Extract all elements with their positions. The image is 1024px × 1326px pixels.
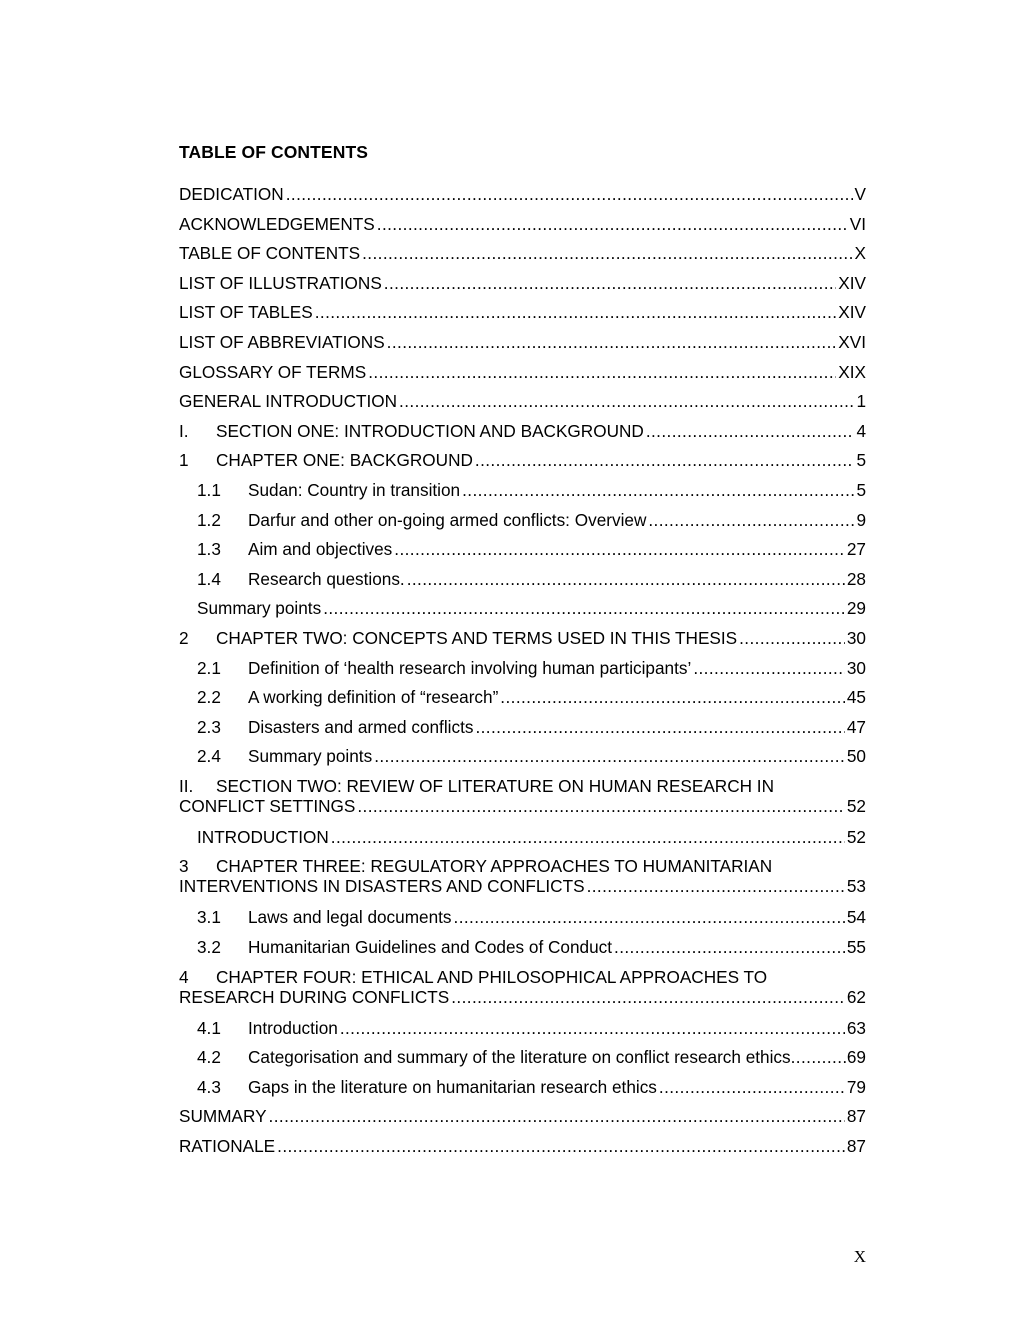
toc-entry-label: CHAPTER THREE: REGULATORY APPROACHES TO HUMANITARIAN: [216, 856, 773, 877]
toc-entry-page: 4: [856, 420, 866, 441]
toc-entry-label: A working definition of “research”: [248, 687, 499, 708]
toc-entry-label: LIST OF ABBREVIATIONS: [179, 331, 385, 352]
toc-entry-label: Summary points: [248, 746, 373, 767]
toc-entry-label: Laws and legal documents: [248, 907, 452, 928]
toc-entry-number: 4.1: [197, 1017, 221, 1038]
toc-entry-label: GENERAL INTRODUCTION: [179, 391, 398, 412]
toc-entry-glossary[interactable]: [179, 362, 866, 392]
toc-entry-3-1[interactable]: [179, 907, 866, 937]
toc-entry-page: 5: [856, 479, 866, 500]
toc-entry-4-1[interactable]: [179, 1018, 866, 1048]
toc-entry-1-1[interactable]: [179, 480, 866, 510]
toc-entry-label-continued: CONFLICT SETTINGS: [179, 795, 356, 816]
toc-entry-page: 87: [846, 1106, 866, 1127]
dot-leader: [475, 450, 855, 470]
toc-entry-page: 52: [846, 795, 866, 816]
toc-entry-chapter-three[interactable]: [179, 856, 866, 907]
dot-leader: [454, 907, 845, 927]
toc-entry-page: 54: [846, 907, 866, 928]
toc-entry-page: V: [854, 184, 866, 204]
toc-entry-summary[interactable]: [179, 1106, 866, 1136]
toc-list: [179, 184, 866, 1166]
toc-entry-page: 1: [856, 391, 866, 412]
toc-entry-number: 2.3: [197, 716, 221, 737]
toc-entry-introduction[interactable]: [179, 827, 866, 857]
toc-entry-label: CHAPTER ONE: BACKGROUND: [216, 450, 473, 471]
toc-entry-3-2[interactable]: [179, 937, 866, 967]
toc-entry-label: GLOSSARY OF TERMS: [179, 361, 367, 382]
toc-entry-label: Summary points: [197, 598, 322, 619]
toc-entry-number: 1: [179, 450, 189, 471]
toc-entry-page: 27: [846, 539, 866, 560]
toc-entry-label-continued: RESEARCH DURING CONFLICTS: [179, 986, 450, 1007]
toc-entry-label: SUMMARY: [179, 1106, 267, 1127]
dot-leader: [693, 658, 845, 678]
toc-entry-1-3[interactable]: [179, 539, 866, 569]
toc-entry-1-4[interactable]: [179, 569, 866, 599]
toc-entry-chapter-four[interactable]: [179, 967, 866, 1018]
toc-entry-label: Sudan: Country in transition: [248, 479, 461, 500]
toc-entry-section-two[interactable]: [179, 776, 866, 827]
dot-leader: [277, 1136, 845, 1156]
toc-entry-1-2[interactable]: [179, 510, 866, 540]
toc-entry-2-3[interactable]: [179, 717, 866, 747]
toc-entry-number: 3.1: [197, 907, 221, 928]
toc-entry-2-2[interactable]: [179, 687, 866, 717]
toc-entry-chapter-two[interactable]: [179, 628, 866, 658]
toc-entry-page: 79: [846, 1076, 866, 1097]
toc-entry-page: 87: [846, 1136, 866, 1157]
dot-leader: [462, 480, 854, 500]
dot-leader: [614, 937, 845, 957]
toc-entry-page: 29: [846, 598, 866, 619]
toc-entry-list-of-illustrations[interactable]: [179, 273, 866, 303]
toc-entry-label: Research questions.: [248, 568, 405, 589]
toc-entry-page: 63: [846, 1017, 866, 1038]
toc-entry-page: 50: [846, 746, 866, 767]
dot-leader: [791, 1047, 847, 1067]
dot-leader: [646, 421, 855, 441]
dot-leader: [659, 1077, 845, 1097]
toc-entry-label: Introduction: [248, 1017, 338, 1038]
dot-leader: [739, 628, 845, 648]
dot-leader: [500, 687, 845, 707]
toc-entry-label: INTRODUCTION: [197, 826, 329, 847]
toc-entry-number: 2.4: [197, 746, 221, 767]
dot-leader: [374, 746, 845, 766]
toc-entry-number: 2.2: [197, 687, 221, 708]
dot-leader: [377, 214, 848, 234]
toc-entry-number: 2.1: [197, 657, 221, 678]
dot-leader: [362, 243, 852, 263]
toc-entry-page: 5: [856, 450, 866, 471]
dot-leader: [269, 1106, 845, 1126]
toc-entry-page: 69: [846, 1047, 866, 1068]
toc-entry-page: 52: [846, 826, 866, 847]
dot-leader: [323, 598, 845, 618]
toc-entry-label: CHAPTER TWO: CONCEPTS AND TERMS USED IN THIS THESIS: [216, 627, 738, 648]
dot-leader: [368, 362, 836, 382]
dot-leader: [315, 302, 837, 322]
toc-entry-chapter-one[interactable]: [179, 450, 866, 480]
toc-entry-label: Categorisation and summary of the literature on conflict research ethics: [248, 1047, 791, 1068]
toc-entry-label: Disasters and armed conflicts: [248, 716, 474, 737]
toc-entry-page: 28: [846, 568, 866, 589]
toc-entry-page: 55: [846, 937, 866, 958]
dot-leader: [286, 184, 853, 204]
dot-leader: [357, 796, 845, 816]
toc-entry-label: Definition of ‘health research involving human participants’: [248, 657, 692, 678]
toc-entry-number: 3.2: [197, 937, 221, 958]
toc-entry-page: 30: [846, 627, 866, 648]
toc-entry-page: 53: [846, 876, 866, 897]
toc-entry-acknowledgements[interactable]: [179, 214, 866, 244]
toc-entry-rationale[interactable]: [179, 1136, 866, 1166]
toc-entry-number: 1.4: [197, 568, 221, 589]
dot-leader: [384, 273, 837, 293]
toc-entry-4-3[interactable]: [179, 1077, 866, 1107]
toc-entry-section-one[interactable]: [179, 421, 866, 451]
toc-entry-label-continued: INTERVENTIONS IN DISASTERS AND CONFLICTS: [179, 876, 585, 897]
toc-entry-page: X: [854, 243, 866, 264]
toc-entry-page: 62: [846, 986, 866, 1007]
toc-entry-number: 2: [179, 627, 189, 648]
toc-entry-page: XIV: [838, 302, 866, 323]
toc-entry-4-2[interactable]: [179, 1047, 866, 1077]
toc-entry-page: XIV: [838, 272, 866, 293]
toc-entry-label: TABLE OF CONTENTS: [179, 243, 361, 264]
toc-entry-label: DEDICATION: [179, 184, 284, 204]
toc-entry-number: 4.3: [197, 1076, 221, 1097]
toc-entry-number: 4: [179, 966, 189, 987]
page-title: TABLE OF CONTENTS: [179, 142, 369, 162]
dot-leader: [648, 510, 854, 530]
page-number: X: [853, 1247, 866, 1266]
toc-entry-page: XVI: [838, 331, 866, 352]
toc-entry-list-of-abbreviations[interactable]: [179, 332, 866, 362]
toc-entry-label: LIST OF ILLUSTRATIONS: [179, 272, 382, 293]
dot-leader: [407, 569, 845, 589]
toc-entry-number: II.: [179, 775, 194, 796]
toc-entry-label: LIST OF TABLES: [179, 302, 313, 323]
toc-entry-number: 1.1: [197, 479, 221, 500]
dot-leader: [587, 876, 845, 896]
toc-entry-label: RATIONALE: [179, 1136, 276, 1157]
dot-leader: [340, 1018, 845, 1038]
dot-leader: [331, 827, 845, 847]
toc-entry-number: 1.2: [197, 509, 221, 530]
toc-entry-label: SECTION TWO: REVIEW OF LITERATURE ON HUMAN RESEARCH IN: [216, 775, 774, 796]
toc-entry-number: 1.3: [197, 539, 221, 560]
toc-entry-2-4[interactable]: [179, 746, 866, 776]
toc-entry-number: 4.2: [197, 1047, 221, 1068]
toc-entry-page: 30: [846, 657, 866, 678]
toc-entry-label: Gaps in the literature on humanitarian research ethics: [248, 1076, 657, 1097]
toc-entry-summary-points-1[interactable]: [179, 598, 866, 628]
toc-entry-label: Aim and objectives: [248, 539, 393, 560]
dot-leader: [394, 539, 845, 559]
toc-entry-2-1[interactable]: [179, 658, 866, 688]
toc-entry-page: 9: [856, 509, 866, 530]
toc-entry-number: I.: [179, 420, 189, 441]
toc-entry-number: 3: [179, 856, 189, 877]
toc-entry-label: ACKNOWLEDGEMENTS: [179, 213, 375, 234]
toc-entry-label: Darfur and other on-going armed conflicts: Overview: [248, 509, 647, 530]
toc-entry-page: XIX: [838, 361, 866, 382]
toc-entry-label: Humanitarian Guidelines and Codes of Conduct: [248, 937, 613, 958]
dot-leader: [475, 717, 844, 737]
toc-entry-label: SECTION ONE: INTRODUCTION AND BACKGROUND: [216, 420, 644, 441]
toc-entry-page: VI: [849, 213, 866, 234]
toc-entry-general-introduction[interactable]: [179, 391, 866, 421]
toc-entry-page: 45: [846, 687, 866, 708]
toc-entry-list-of-tables[interactable]: [179, 302, 866, 332]
toc-entry-page: 47: [846, 716, 866, 737]
dot-leader: [399, 391, 854, 411]
dot-leader: [387, 332, 837, 352]
toc-entry-table-of-contents[interactable]: [179, 243, 866, 273]
toc-entry-label: CHAPTER FOUR: ETHICAL AND PHILOSOPHICAL APPROACHES TO: [216, 966, 768, 987]
dot-leader: [451, 987, 845, 1007]
toc-entry-dedication[interactable]: [179, 184, 866, 214]
